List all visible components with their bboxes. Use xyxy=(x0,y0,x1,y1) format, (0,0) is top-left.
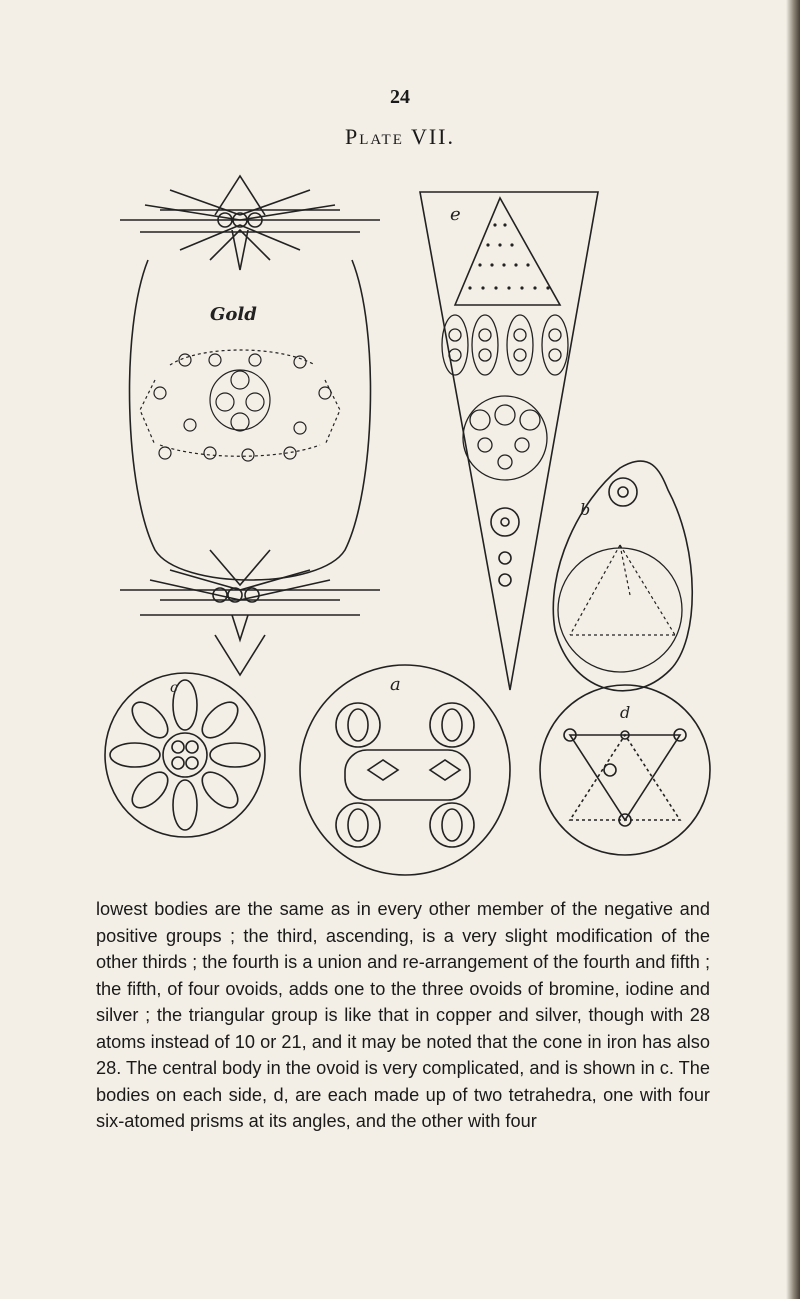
plate-figure xyxy=(100,170,720,890)
top-crown xyxy=(120,176,380,270)
circle-d xyxy=(540,685,710,855)
pear-label-b: b xyxy=(580,500,591,519)
gold-central-body xyxy=(140,350,340,461)
bottom-crown xyxy=(120,550,380,675)
circle-label-d: d xyxy=(620,703,631,722)
cone-ovoid-row xyxy=(442,315,568,375)
plate-title: Plate VII. xyxy=(344,124,456,149)
page-number: 24 xyxy=(390,86,410,108)
cone-sphere xyxy=(463,396,547,480)
body-paragraph: lowest bodies are the same as in every other member of the negative and positive groups ; the third, ascending, is a very slight modification of the other thirds ; the fourth is a union and re-arrangement of the fourth and fifth ; the fifth, of four ovoids, adds one to the three ovoids of bromine, iodine and silver ; the triangular group is like that in copper and silver, though with 28 atoms instead of 10 or 21, and it may be noted that the cone in iron has also 28. The central body in the ovoid is very complicated, and is shown in c. The bodies on each side, d, are each made up of two tetrahedra, one with four six-atomed prisms at its angles, and the other with four xyxy=(96,899,710,1131)
gold-label: Gold xyxy=(210,304,257,325)
circle-label-c: c xyxy=(170,680,178,696)
pear-b xyxy=(553,461,692,691)
cone-label-e: e xyxy=(450,204,461,225)
gold-ovoid xyxy=(120,176,380,675)
circle-c xyxy=(105,673,265,837)
circle-label-a: a xyxy=(390,674,401,695)
circle-a xyxy=(300,665,510,875)
cone-e xyxy=(420,192,598,690)
page-edge-shadow xyxy=(786,0,800,1299)
